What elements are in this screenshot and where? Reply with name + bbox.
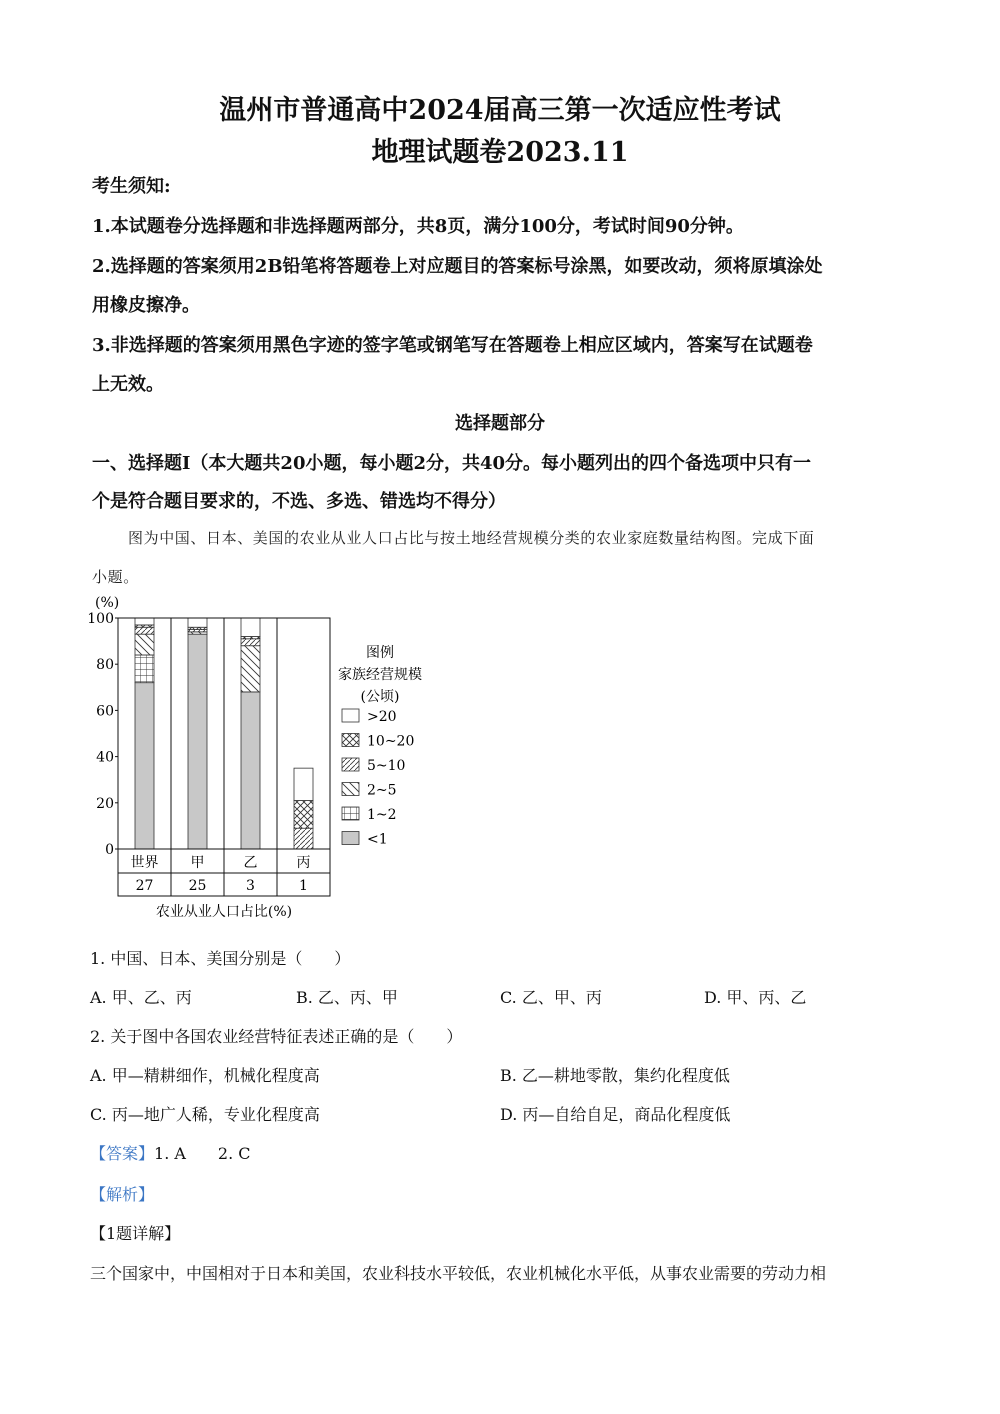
answer-tag: 【答案】 xyxy=(90,1144,155,1163)
bar-segment xyxy=(135,618,154,625)
legend-label: 2~5 xyxy=(367,782,397,799)
legend-title: (公顷) xyxy=(360,689,400,705)
page-title: 温州市普通高中2024届高三第一次适应性考试 xyxy=(219,95,781,126)
legend-swatch xyxy=(342,807,359,820)
question-2-option-d[interactable]: D. 丙—自给自足，商品化程度低 xyxy=(500,1105,731,1124)
bar-segment xyxy=(135,627,154,634)
analysis-tag: 【解析】 xyxy=(90,1185,155,1204)
question-2-option-c[interactable]: C. 丙—地广人稀，专业化程度高 xyxy=(90,1105,320,1124)
legend-title: 家族经营规模 xyxy=(338,667,422,683)
part1-instructions-cont: 个是符合题目要求的，不选、多选、错选均不得分） xyxy=(92,491,506,512)
question-2-option-b[interactable]: B. 乙—耕地零散，集约化程度低 xyxy=(500,1066,730,1085)
legend-label: 1~2 xyxy=(367,807,397,823)
bar-segment xyxy=(188,634,207,849)
notice-item-2: 2.选择题的答案须用2B铅笔将答题卷上对应题目的答案标号涂黑，如要改动，须将原填涂处 xyxy=(92,256,823,277)
bar-segment xyxy=(135,683,154,849)
bar-segment xyxy=(241,692,260,849)
notice-item-3-cont: 上无效。 xyxy=(92,374,164,395)
y-tick-label: 60 xyxy=(96,703,114,720)
y-tick-label: 0 xyxy=(105,842,114,858)
legend-label: >20 xyxy=(367,709,397,725)
y-tick-label: 20 xyxy=(96,795,114,812)
stacked-bar-chart xyxy=(80,585,440,930)
x-category-label: 乙 xyxy=(243,855,258,871)
analysis-text: 三个国家中，中国相对于日本和美国，农业科技水平较低，农业机械化水平低，从事农业需要的劳动力相 xyxy=(90,1264,827,1283)
y-tick-label: 80 xyxy=(96,657,114,674)
question-2-option-a[interactable]: A. 甲—精耕细作，机械化程度高 xyxy=(90,1066,320,1085)
legend-swatch xyxy=(342,758,359,771)
bar-segment xyxy=(188,618,207,627)
question-1-option-d[interactable]: D. 甲、丙、乙 xyxy=(704,988,807,1007)
answer-text: 1. A 2. C xyxy=(154,1144,251,1163)
y-axis-unit-label: (%) xyxy=(95,595,120,611)
x-category-label: 丙 xyxy=(296,855,311,871)
intro-text-cont: 小题。 xyxy=(92,568,139,586)
x-axis-title: 农业从业人口占比(%) xyxy=(155,904,293,920)
x-category-label: 甲 xyxy=(190,855,205,871)
bar-segment xyxy=(241,646,260,692)
legend-label: 10~20 xyxy=(367,733,415,750)
legend-title: 图例 xyxy=(366,645,394,661)
notice-item-2-cont: 用橡皮擦净。 xyxy=(92,295,200,316)
legend-label: <1 xyxy=(367,831,388,848)
y-tick-label: 40 xyxy=(96,749,114,766)
question-1-option-c[interactable]: C. 乙、甲、丙 xyxy=(500,988,602,1007)
page-subtitle: 地理试题卷2023.11 xyxy=(371,137,629,168)
bar-segment xyxy=(241,618,260,636)
legend-swatch xyxy=(342,783,359,796)
bar-segment xyxy=(294,768,313,800)
legend-swatch xyxy=(342,832,359,845)
bar-segment xyxy=(294,828,313,849)
legend-swatch xyxy=(342,709,359,722)
question-2-stem: 2. 关于图中各国农业经营特征表述正确的是（ ） xyxy=(90,1027,463,1046)
farm-population-share-value: 27 xyxy=(135,878,154,894)
section-heading: 选择题部分 xyxy=(455,413,545,434)
notice-heading: 考生须知: xyxy=(92,176,171,197)
y-tick-label: 100 xyxy=(87,611,114,627)
analysis-detail-tag: 【1题详解】 xyxy=(90,1224,181,1243)
intro-text: 图为中国、日本、美国的农业从业人口占比与按土地经营规模分类的农业家庭数量结构图。完成下面 xyxy=(128,529,815,547)
bar-segment xyxy=(135,634,154,655)
bar-segment xyxy=(135,655,154,683)
bar-segment xyxy=(241,639,260,646)
notice-item-3: 3.非选择题的答案须用黑色字迹的签字笔或钢笔写在答题卷上相应区域内，答案写在试题卷 xyxy=(92,335,813,356)
farm-population-share-value: 25 xyxy=(188,878,207,894)
farm-population-share-value: 3 xyxy=(246,878,255,894)
question-1-option-b[interactable]: B. 乙、丙、甲 xyxy=(296,988,398,1007)
x-category-label: 世界 xyxy=(130,855,159,871)
question-1-stem: 1. 中国、日本、美国分别是（ ） xyxy=(90,949,351,968)
farm-population-share-value: 1 xyxy=(299,878,308,894)
legend-swatch xyxy=(342,734,359,747)
bar-segment xyxy=(294,800,313,828)
question-1-option-a[interactable]: A. 甲、乙、丙 xyxy=(90,988,192,1007)
part1-instructions: 一、选择题Ⅰ（本大题共20小题，每小题2分，共40分。每小题列出的四个备选项中只有一 xyxy=(92,453,812,474)
answer-line xyxy=(90,1141,251,1164)
notice-item-1: 1.本试题卷分选择题和非选择题两部分，共8页，满分100分，考试时间90分钟。 xyxy=(92,216,744,237)
legend-label: 5~10 xyxy=(367,758,406,774)
